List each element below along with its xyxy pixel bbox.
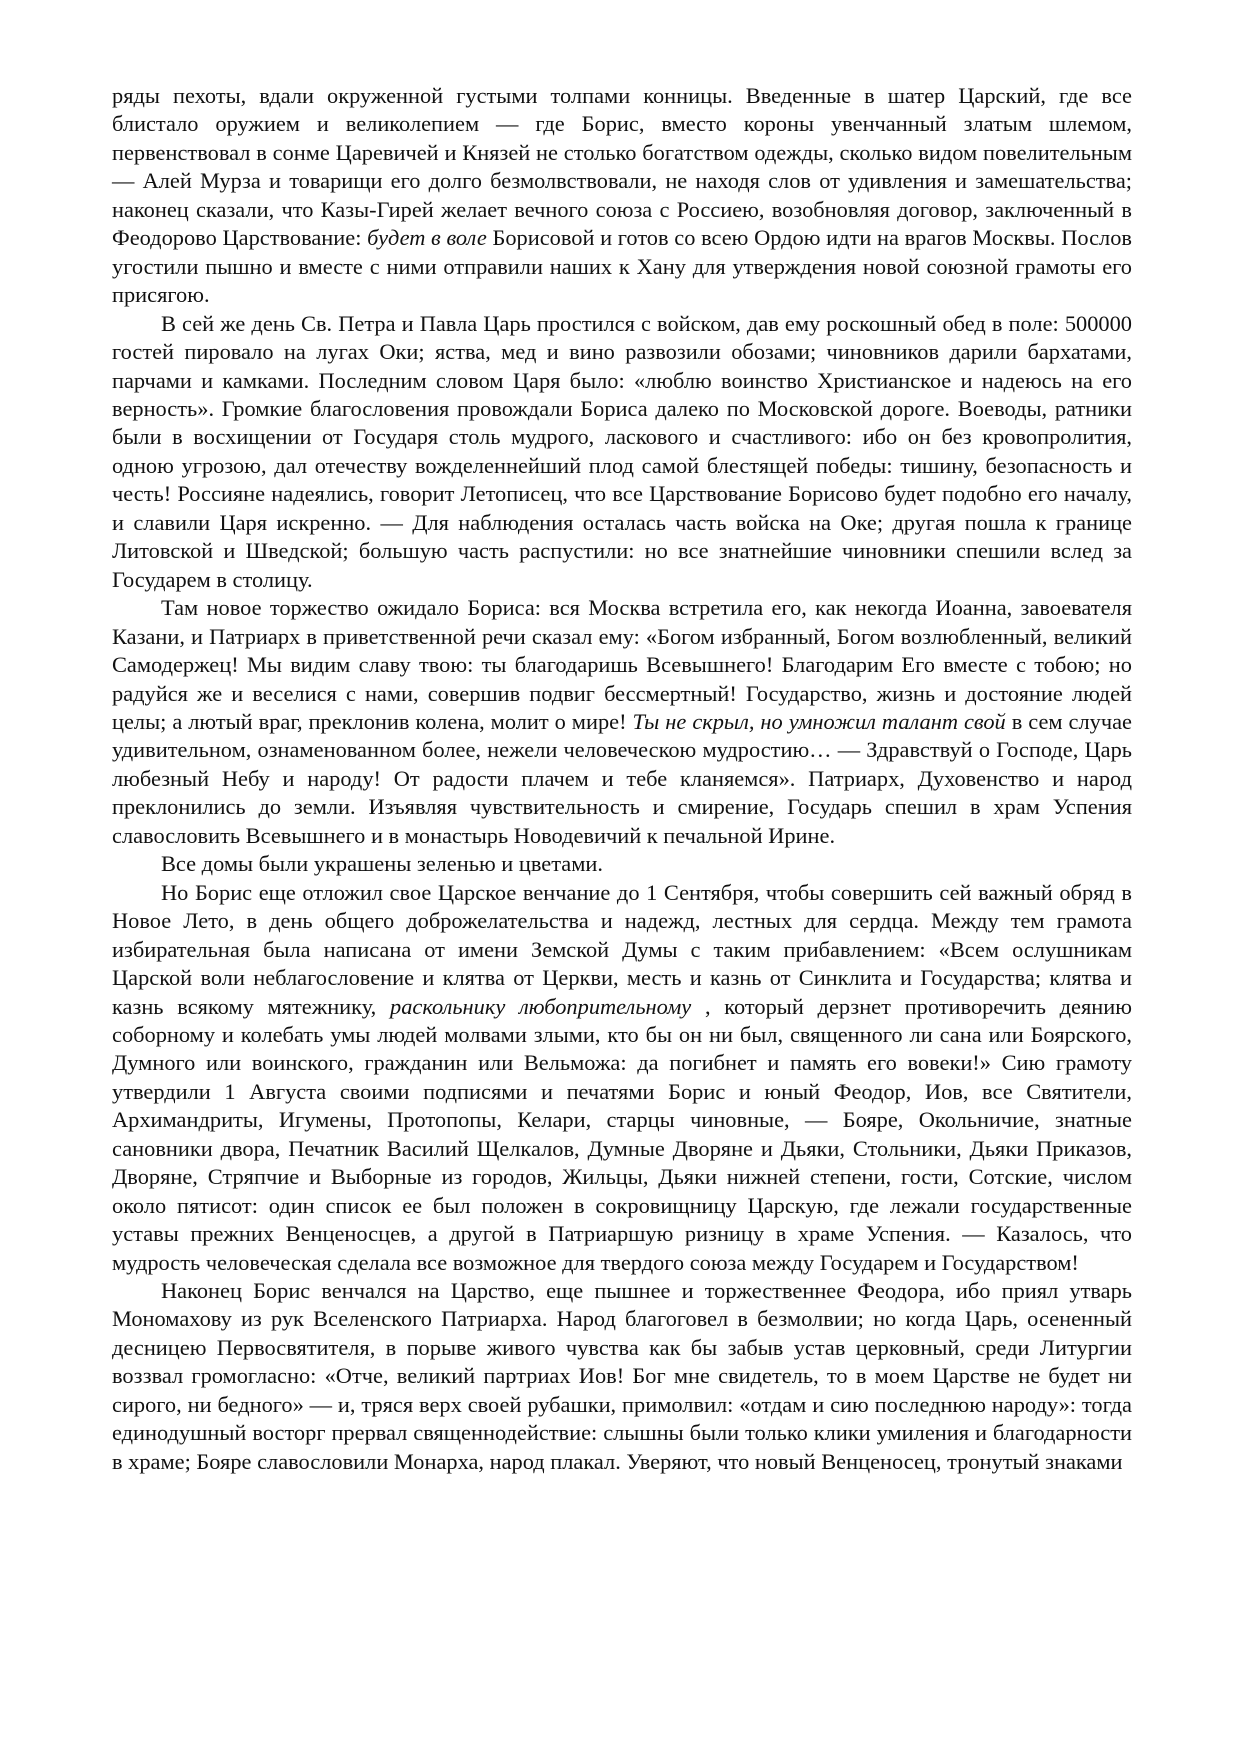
italic-phrase: раскольнику любопрительному [390,993,692,1019]
paragraph [112,850,1132,878]
paragraph [112,879,1132,1277]
text-run: в сем случае удивительном, ознаменованном более, нежели человеческою мудростию… — Здравствуй о Господе, Царь любезный Небу и народу! От радости плачем и тебе кланяемся». Патриарх, Духовенство и народ преклонились до земли. Изъявляя чувствительность и смирение, Государь спешил в храм Успения славословить Всевышнего и в монастырь Новодевичий к печальной Ирине. [112,708,1132,848]
text-run: ряды пехоты, вдали окруженной густыми толпами конницы. Введенные в шатер Царский, где все блистало оружием и великолепием — где Борис, вместо короны увенчанный златым шлемом, первенствовал в сонме Царевичей и Князей не столько богатством одежды, сколько видом повелительным — Алей Мурза и товарищи его долго безмолвствовали, не находя слов от удивления и замешательства; наконец сказали, что Казы-Гирей желает вечного союза с Россиею, возобновляя договор, заключенный в Феодорово Царствование: [112,83,1132,251]
text-run: , который дерзнет противоречить деянию соборному и колебать умы людей молвами злыми, кто бы он ни был, священного ли сана или Боярского, Думного или воинского, гражданин или Вельможа: да погибнет и память его вовеки!» Сию грамоту утвердили 1 Августа своими подписями и печатями Борис и юный Феодор, Иов, все Святители, Архимандриты, Игумены, Протопопы, Келари, старцы чиновные, — Бояре, Окольничие, знатные сановники двора, Печатник Василий Щелкалов, Думные Дворяне и Дьяки, Стольники, Дьяки Приказов, Дворяне, Стряпчие и Выборные из городов, Жильцы, Дьяки нижней степени, гости, Сотские, числом около пятисот: один список ее был положен в сокровищницу Царскую, где лежали государственные уставы прежних Венценосцев, а другой в Патриаршую ризницу в храме Успения. — Казалось, что мудрость человеческая сделала все возможное для твердого союза между Государем и Государством! [112,993,1132,1275]
italic-phrase: Ты не скрыл, но умножил талант свой [632,708,1006,734]
paragraph [112,594,1132,850]
document-page [112,82,1132,1476]
paragraph [112,82,1132,310]
text-run: Там новое торжество ожидало Бориса: вся Москва встретила его, как некогда Иоанна, завоевателя Казани, и Патриарх в приветственной речи сказал ему: «Богом избранный, Богом возлюбленный, великий Самодержец! Мы видим славу твою: ты благодаришь Всевышнего! Благодарим Его вместе с тобою; но радуйся же и веселися с нами, совершив подвиг бессмертный! Государство, жизнь и достояние людей целы; а лютый враг, преклонив колена, молит о мире! [112,595,1132,734]
text-run: Но Борис еще отложил свое Царское венчание до 1 Сентября, чтобы совершить сей важный обряд в Новое Лето, в день общего доброжелательства и надежд, лестных для сердца. Между тем грамота избирательная была написана от имени Земской Думы с таким прибавлением: «Всем ослушникам Царской воли неблагословение и клятва от Церкви, месть и казнь от Синклита и Государства; клятва и казнь всякому мятежнику, [112,879,1132,1019]
text-run: Все домы были украшены зеленью и цветами. [161,851,603,877]
italic-phrase: будет в воле [367,225,487,251]
text-run: В сей же день Св. Петра и Павла Царь простился с войском, дав ему роскошный обед в поле: 500000 гостей пировало на лугах Оки; яства, мед и вино развозили обозами; чиновников дарили бархатами, парчами и камками. Последним словом Царя было: «люблю воинство Христианское и надеюсь на его верность». Громкие благословения провождали Бориса далеко по Московской дороге. Воеводы, ратники были в восхищении от Государя столь мудрого, ласкового и счастливого: ибо он без кровопролития, одною угрозою, дал отечеству вожделеннейший плод самой блестящей победы: тишину, безопасность и честь! Россияне надеялись, говорит Летописец, что все Царствование Борисово будет подобно его началу, и славили Царя искренно. — Для наблюдения осталась часть войска на Оке; другая пошла к границе Литовской и Шведской; большую часть распустили: но все знатнейшие чиновники спешили вслед за Государем в столицу. [112,310,1132,592]
paragraph [112,310,1132,595]
text-run: Борисовой и готов со всею Ордою идти на врагов Москвы. Послов угостили пышно и вместе с ними отправили наших к Хану для утверждения новой союзной грамоты его присягою. [112,225,1132,308]
paragraph [112,1277,1132,1476]
text-run: Наконец Борис венчался на Царство, еще пышнее и торжественнее Феодора, ибо приял утварь Мономахову из рук Вселенского Патриарха. Народ благоговел в безмолвии; но когда Царь, осененный десницею Первосвятителя, в порыве живого чувства как бы забыв устав церковный, среди Литургии воззвал громогласно: «Отче, великий партриах Иов! Бог мне свидетель, то в моем Царстве не будет ни сирого, ни бедного» — и, тряся верх своей рубашки, примолвил: «отдам и сию последнюю народу»: тогда единодушный восторг прервал священнодействие: слышны были только клики умиления и благодарности в храме; Бояре славословили Монарха, народ плакал. Уверяют, что новый Венценосец, тронутый знаками [112,1278,1132,1474]
